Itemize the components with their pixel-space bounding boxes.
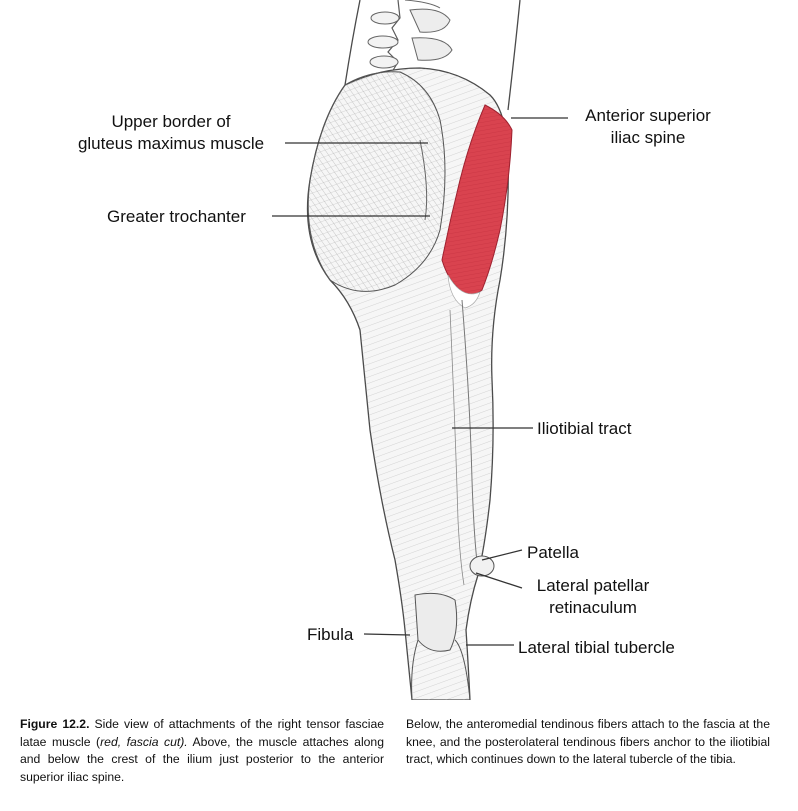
caption-right-column: Below, the anteromedial tendinous fibers attach to the fascia at the knee, and the posterolateral tendinous fibers anchor to the iliotibial tract, which continues down to the lateral tubercle of the tibia. [406,717,770,766]
caption-left-text-1: Side view of attachments of the right tensor fasciae latae muscle ( [20,717,384,749]
caption-left-column [20,716,384,786]
label-greater-trochanter: Greater trochanter [107,207,246,226]
vertebrae [368,0,452,72]
front-outline [508,0,520,110]
caption-figure-label: Figure 12.2. [20,717,90,731]
caption-left-italic: red, fascia cut). [100,734,188,749]
figure-caption [20,716,780,802]
label-asis-line1: Anterior superior [585,106,711,125]
label-iliotibial-tract: Iliotibial tract [537,419,632,438]
label-lateral-tibial-tubercle: Lateral tibial tubercle [518,638,675,657]
label-lateral-patellar-retinaculum [522,575,664,619]
caption-left-text-2: Above, the muscle attaches along and below the crest of the ilium just posterior to the anterior superior iliac spine. [20,734,384,784]
label-lpr-line1: Lateral patellar [536,576,650,595]
label-lpr-line2: retinaculum [549,598,637,617]
gluteus-maximus [308,72,445,292]
label-anterior-superior-iliac-spine [567,105,729,149]
label-upper-border-line2: gluteus maximus muscle [77,134,265,153]
label-upper-border-gluteus [56,111,286,155]
label-fibula: Fibula [307,625,354,644]
label-asis-line2: iliac spine [610,128,686,147]
back-outline [345,0,360,85]
label-upper-border-line1: Upper border of [111,112,231,131]
label-patella: Patella [527,543,579,562]
